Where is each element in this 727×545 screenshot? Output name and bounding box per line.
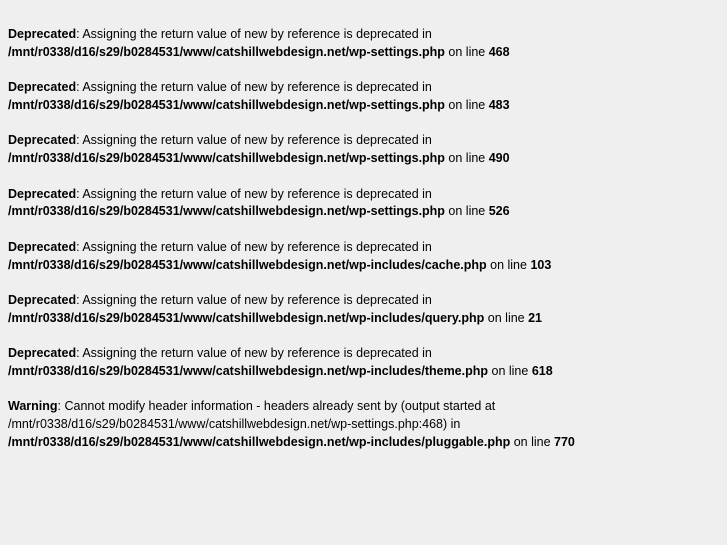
warning-output-started-at: /mnt/r0338/d16/s29/b0284531/www/catshillwebdesign.net/wp-settings.php:468) in xyxy=(8,417,461,432)
error-kind: Deprecated xyxy=(8,239,77,254)
error-kind: Deprecated xyxy=(8,133,77,148)
error-text: : Assigning the return value of new by reference is deprecated in xyxy=(76,27,432,41)
error-text: : Assigning the return value of new by reference is deprecated in xyxy=(76,80,432,95)
error-file-path: /mnt/r0338/d16/s29/b0284531/www/catshillwebdesign.net/wp-settings.php xyxy=(8,97,445,112)
error-file-path: /mnt/r0338/d16/s29/b0284531/www/catshillwebdesign.net/wp-includes/cache.php xyxy=(8,257,487,272)
error-kind: Deprecated xyxy=(8,292,77,307)
warning-file-path: /mnt/r0338/d16/s29/b0284531/www/catshillwebdesign.net/wp-includes/pluggable.php xyxy=(8,434,511,449)
warning-line-number: 770 xyxy=(554,434,575,449)
error-line-number: 21 xyxy=(528,310,542,325)
error-on-line: on line xyxy=(444,97,489,112)
error-message xyxy=(8,292,727,328)
error-line-number: 618 xyxy=(531,363,553,378)
error-message xyxy=(8,345,727,381)
error-file-path: /mnt/r0338/d16/s29/b0284531/www/catshillwebdesign.net/wp-settings.php xyxy=(8,204,445,219)
error-on-line: on line xyxy=(444,204,489,219)
error-on-line: on line xyxy=(484,310,529,325)
warning-text: : Cannot modify header information - headers already sent by (output started at xyxy=(57,399,496,414)
error-kind: Deprecated xyxy=(8,27,77,41)
error-text: : Assigning the return value of new by reference is deprecated in xyxy=(76,292,432,307)
error-message xyxy=(8,239,727,275)
error-line-number: 526 xyxy=(488,204,510,219)
error-on-line: on line xyxy=(488,363,532,378)
error-file-path: /mnt/r0338/d16/s29/b0284531/www/catshillwebdesign.net/wp-includes/theme.php xyxy=(8,363,489,378)
error-message xyxy=(8,26,727,62)
error-line-number: 490 xyxy=(488,151,510,166)
warning-message xyxy=(8,398,727,451)
error-text: : Assigning the return value of new by reference is deprecated in xyxy=(76,186,432,201)
error-on-line: on line xyxy=(444,151,489,166)
error-on-line: on line xyxy=(444,44,489,59)
error-kind: Deprecated xyxy=(8,186,77,201)
error-on-line: on line xyxy=(486,257,531,272)
error-file-path: /mnt/r0338/d16/s29/b0284531/www/catshillwebdesign.net/wp-settings.php xyxy=(8,151,445,166)
error-text: : Assigning the return value of new by reference is deprecated in xyxy=(76,346,432,361)
error-line-number: 468 xyxy=(488,44,510,59)
error-message xyxy=(8,186,727,222)
error-file-path: /mnt/r0338/d16/s29/b0284531/www/catshillwebdesign.net/wp-settings.php xyxy=(8,44,445,59)
warning-kind: Warning xyxy=(8,399,58,414)
error-line-number: 103 xyxy=(530,257,552,272)
error-message xyxy=(8,79,727,115)
error-file-path: /mnt/r0338/d16/s29/b0284531/www/catshillwebdesign.net/wp-includes/query.php xyxy=(8,310,485,325)
error-text: : Assigning the return value of new by reference is deprecated in xyxy=(76,133,432,148)
warning-on-line: on line xyxy=(510,434,555,449)
error-kind: Deprecated xyxy=(8,346,77,361)
error-message xyxy=(8,132,727,168)
error-kind: Deprecated xyxy=(8,80,77,95)
error-text: : Assigning the return value of new by reference is deprecated in xyxy=(76,239,432,254)
error-line-number: 483 xyxy=(488,97,510,112)
